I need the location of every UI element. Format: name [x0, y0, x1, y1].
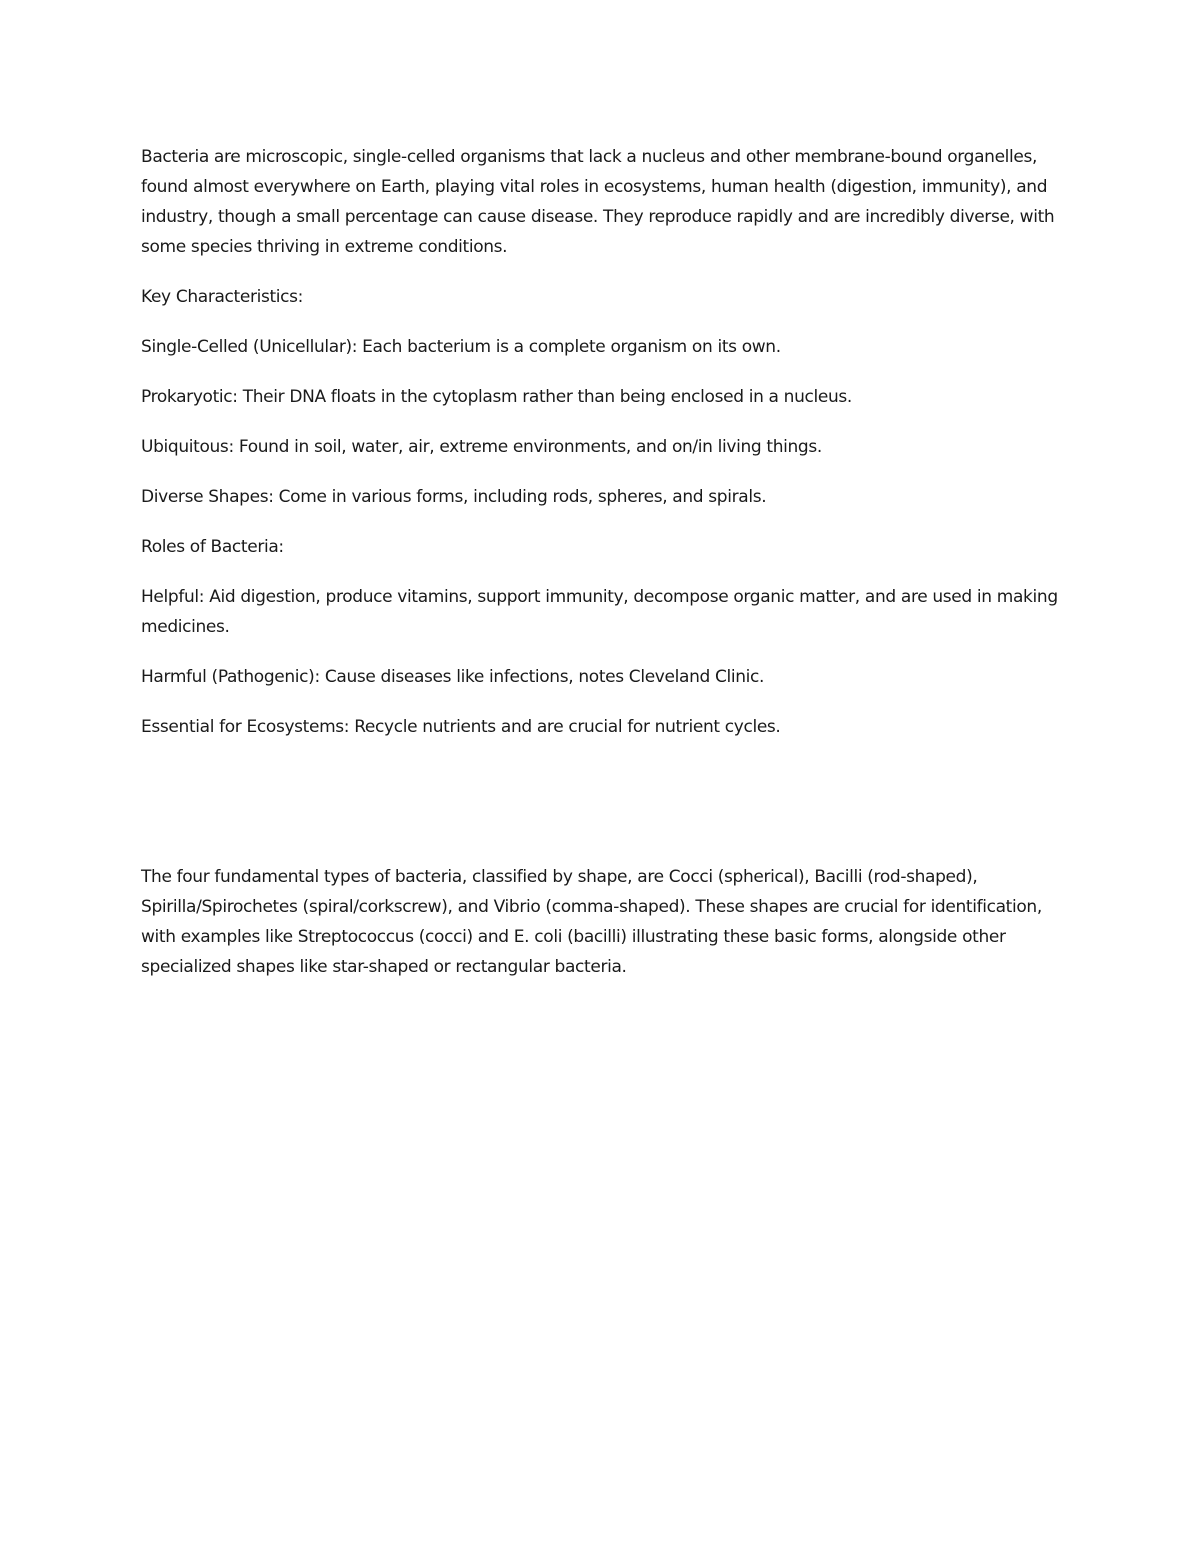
document-body [141, 142, 1061, 1002]
intro-paragraph: Bacteria are microscopic, single-celled organisms that lack a nucleus and other membrane-bound organelles, found almost everywhere on Earth, playing vital roles in ecosystems, human health (digestion, immunity), and industry, though a small percentage can cause disease. They reproduce rapidly and are incredibly diverse, with some species thriving in extreme conditions. [141, 147, 1055, 257]
blank-space [141, 762, 1061, 862]
characteristic-item: Diverse Shapes: Come in various forms, including rods, spheres, and spirals. [141, 487, 767, 507]
characteristic-item: Prokaryotic: Their DNA floats in the cytoplasm rather than being enclosed in a nucleus. [141, 387, 852, 407]
role-item: Helpful: Aid digestion, produce vitamins, support immunity, decompose organic matter, and are used in making medicines. [141, 587, 1058, 637]
role-item: Essential for Ecosystems: Recycle nutrients and are crucial for nutrient cycles. [141, 717, 781, 737]
types-paragraph: The four fundamental types of bacteria, classified by shape, are Cocci (spherical), Bacilli (rod-shaped), Spirilla/Spirochetes (spiral/corkscrew), and Vibrio (comma-shaped). These shapes are crucial for identification, with examples like Streptococcus (cocci) and E. coli (bacilli) illustrating these basic forms, alongside other specialized shapes like star-shaped or rectangular bacteria. [141, 867, 1042, 977]
characteristic-item: Single-Celled (Unicellular): Each bacterium is a complete organism on its own. [141, 337, 781, 357]
role-item: Harmful (Pathogenic): Cause diseases like infections, notes Cleveland Clinic. [141, 667, 765, 687]
key-characteristics-heading: Key Characteristics: [141, 287, 304, 307]
roles-heading: Roles of Bacteria: [141, 537, 284, 557]
characteristic-item: Ubiquitous: Found in soil, water, air, extreme environments, and on/in living things. [141, 437, 822, 457]
